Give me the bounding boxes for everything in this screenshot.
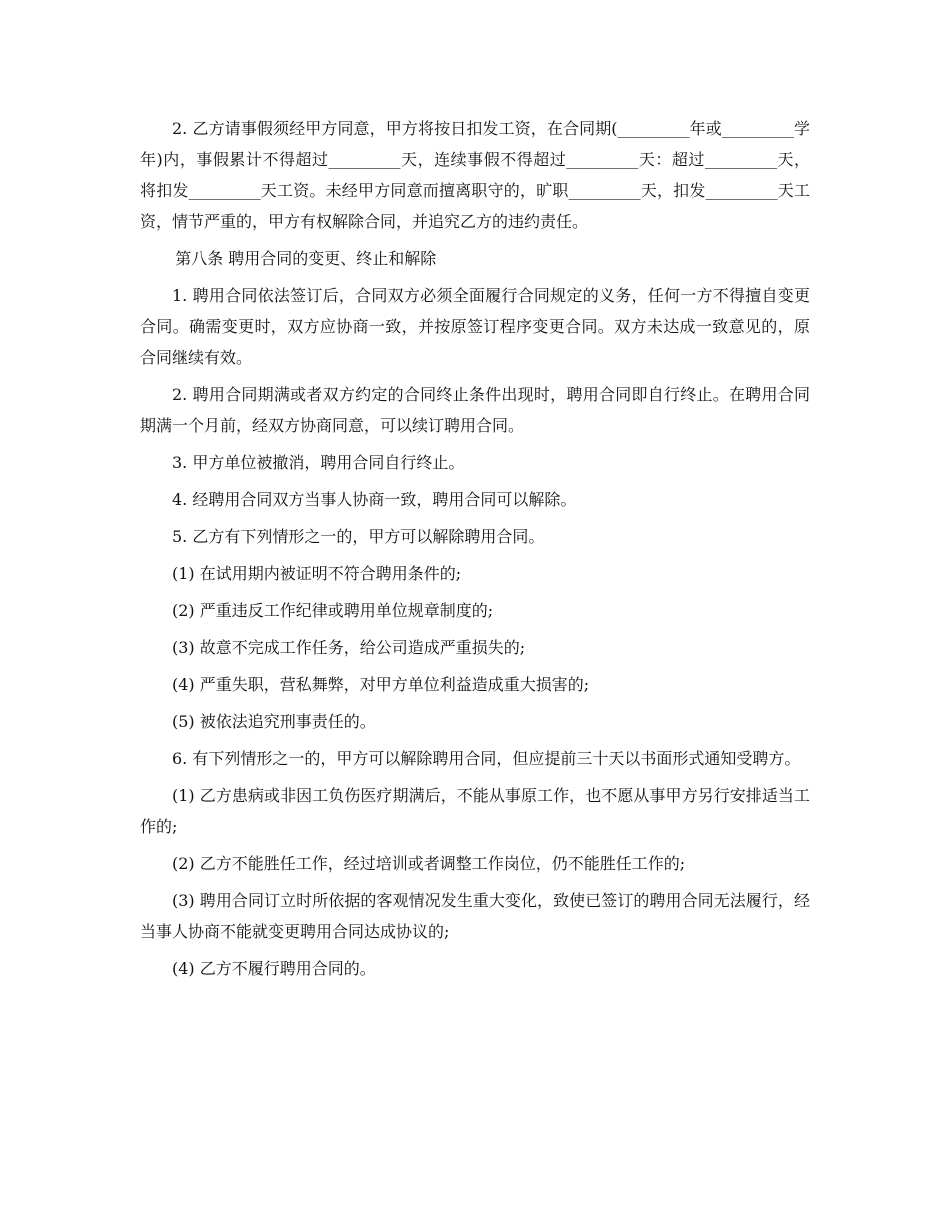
list-item-5-2: (2) 严重违反工作纪律或聘用单位规章制度的; <box>172 601 494 620</box>
list-item-6-4: (4) 乙方不履行聘用合同的。 <box>172 959 376 978</box>
document-body <box>140 113 810 990</box>
section-heading-article-8: 第八条 聘用合同的变更、终止和解除 <box>175 249 437 268</box>
paragraph-personal-leave: 2. 乙方请事假须经甲方同意，甲方将按日扣发工资，在合同期(_________年或_________学年)内，事假累计不得超过_________天，连续事假不得超过_________天：超过_________天，将扣发_________天工资。未经甲方同意而擅离职守的，旷职_________天，扣发_________天工资，情节严重的，甲方有权解除合同，并追究乙方的违约责任。 <box>140 119 810 231</box>
list-item-5-4: (4) 严重失职，营私舞弊，对甲方单位利益造成重大损害的; <box>172 675 590 694</box>
list-item-5-1: (1) 在试用期内被证明不符合聘用条件的; <box>172 564 462 583</box>
paragraph-clause-2: 2. 聘用合同期满或者双方约定的合同终止条件出现时，聘用合同即自行终止。在聘用合同期满一个月前，经双方协商同意，可以续订聘用合同。 <box>140 385 810 435</box>
paragraph-clause-4: 4. 经聘用合同双方当事人协商一致，聘用合同可以解除。 <box>172 490 577 509</box>
list-item-5-3: (3) 故意不完成工作任务，给公司造成严重损失的; <box>172 638 526 657</box>
list-item-6-1: (1) 乙方患病或非因工负伤医疗期满后，不能从事原工作，也不愿从事甲方另行安排适当工作的; <box>140 786 810 836</box>
paragraph-clause-5: 5. 乙方有下列情形之一的，甲方可以解除聘用合同。 <box>172 527 545 546</box>
paragraph-clause-6: 6. 有下列情形之一的，甲方可以解除聘用合同，但应提前三十天以书面形式通知受聘方。 <box>172 749 801 768</box>
paragraph-clause-3: 3. 甲方单位被撤消，聘用合同自行终止。 <box>172 453 465 472</box>
list-item-6-3: (3) 聘用合同订立时所依据的客观情况发生重大变化，致使已签订的聘用合同无法履行，经当事人协商不能就变更聘用合同达成协议的; <box>140 891 810 941</box>
paragraph-clause-1: 1. 聘用合同依法签订后，合同双方必须全面履行合同规定的义务，任何一方不得擅自变更合同。确需变更时，双方应协商一致，并按原签订程序变更合同。双方未达成一致意见的，原合同继续有效。 <box>140 286 810 367</box>
list-item-6-2: (2) 乙方不能胜任工作，经过培训或者调整工作岗位，仍不能胜任工作的; <box>172 854 686 873</box>
list-item-5-5: (5) 被依法追究刑事责任的。 <box>172 712 376 731</box>
